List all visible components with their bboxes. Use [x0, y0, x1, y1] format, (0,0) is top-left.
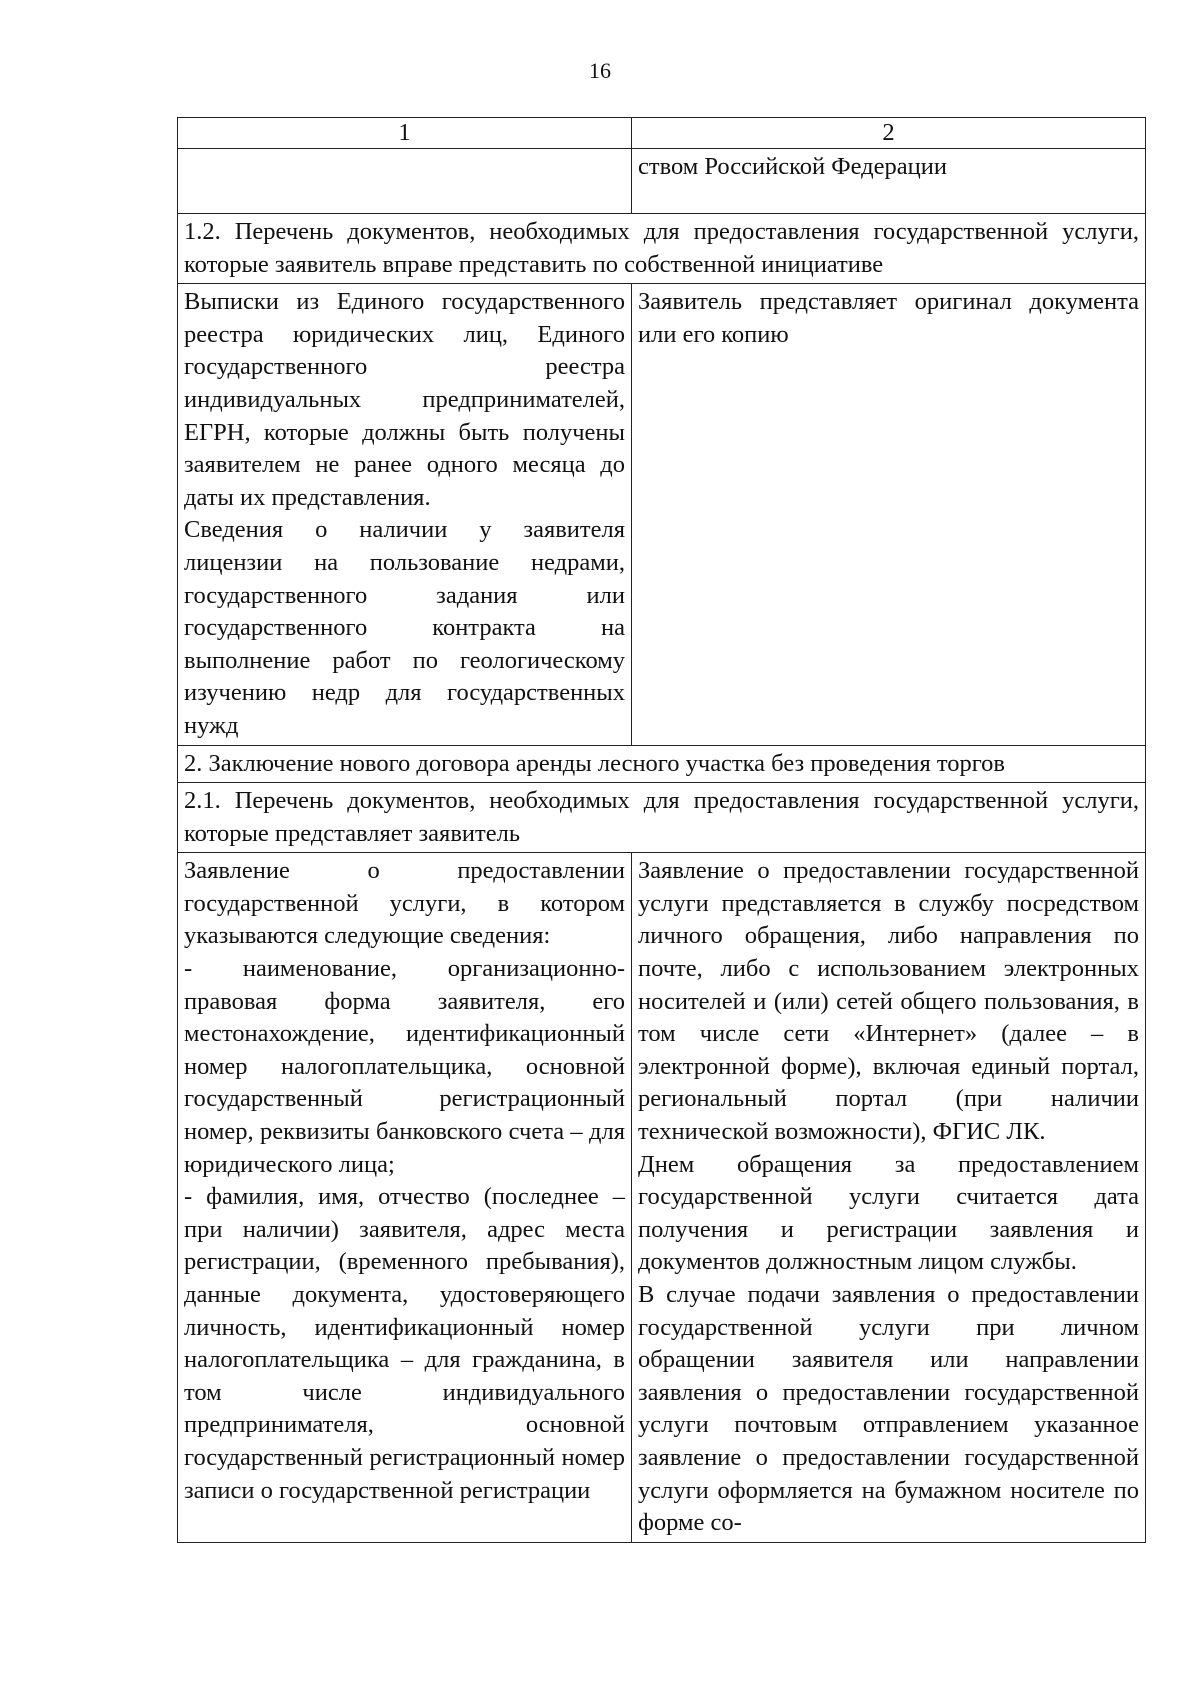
section-row-2-1 [178, 783, 1146, 853]
document-table [177, 117, 1146, 1543]
row-2-1-paragraph: Заявление о предоставлении государственной услуги, в котором указываются следующие сведения: [184, 857, 625, 950]
continuation-cell-1 [178, 149, 632, 214]
row-1-2-paragraph: Выписки из Единого государственного реестра юридических лиц, Единого государственного реестра индивидуальных предпринимателей, ЕГРН, которые должны быть получены заявителем не ранее одного месяца до даты их представления. [184, 288, 625, 511]
page-number: 16 [589, 58, 611, 83]
section-row-2 [178, 745, 1146, 783]
section-row-1-2 [178, 214, 1146, 284]
row-1-2-paragraph: Сведения о наличии у заявителя лицензии на пользование недрами, государственного задания или государственного контракта на выполнение работ по геологическому изучению недр для государственных нужд [184, 516, 625, 739]
row-1-2-cell-1 [178, 284, 632, 745]
row-2-1-cell-1 [178, 853, 632, 1542]
row-2-1-paragraph: Заявление о предоставлении государственной услуги представляется в службу посредством личного обращения, либо направления по почте, либо с использованием электронных носителей и (или) сетей общего пользования, в том числе сети «Интернет» (далее – в электронной форме), включая единый портал, региональный портал (при наличии технической возможности), ФГИС ЛК. [638, 857, 1139, 1146]
row-1-2-cell-2: Заявитель представляет оригинал документа или его копию [632, 284, 1146, 745]
section-heading-2: 2. Заключение нового договора аренды лесного участка без проведения торгов [178, 745, 1146, 783]
section-heading-2-1: 2.1. Перечень документов, необходимых для предоставления государственной услуги, которые представляет заявитель [178, 783, 1146, 853]
row-2-1-paragraph: Днем обращения за предоставлением государственной услуги считается дата получения и регистрации заявления и документов должностным лицом службы. [638, 1150, 1139, 1276]
row-2-1-paragraph: В случае подачи заявления о предоставлении государственной услуги при личном обращении заявителя или направлении заявления о предоставлении государственной услуги почтовым отправлением указанное заявление о предоставлении государственной услуги оформляется на бумажном носителе по форме со- [638, 1281, 1139, 1537]
column-header-2: 2 [632, 118, 1146, 149]
row-2-1-paragraph: - фамилия, имя, отчество (последнее – при наличии) заявителя, адрес места регистрации, (временного пребывания), данные документа, удостоверяющего личность, идентификационный номер налогоплательщика – для гражданина, в том числе индивидуального предпринимателя, основной государственный регистрационный номер записи о государственной регистрации [184, 1183, 625, 1504]
continuation-cell-2: ством Российской Федерации [632, 149, 1146, 214]
section-heading-1-2: 1.2. Перечень документов, необходимых для предоставления государственной услуги, которые заявитель вправе представить по собственной инициативе [178, 214, 1146, 284]
row-2-1-paragraph: - наименование, организационно-правовая форма заявителя, его местонахождение, идентификационный номер налогоплательщика, основной государственный регистрационный номер, реквизиты банковского счета – для юридического лица; [184, 955, 625, 1178]
column-header-1: 1 [178, 118, 632, 149]
table-row-1-2 [178, 284, 1146, 745]
row-2-1-cell-2 [632, 853, 1146, 1542]
column-header-row [178, 118, 1146, 149]
table-row-2-1 [178, 853, 1146, 1542]
continuation-row [178, 149, 1146, 214]
